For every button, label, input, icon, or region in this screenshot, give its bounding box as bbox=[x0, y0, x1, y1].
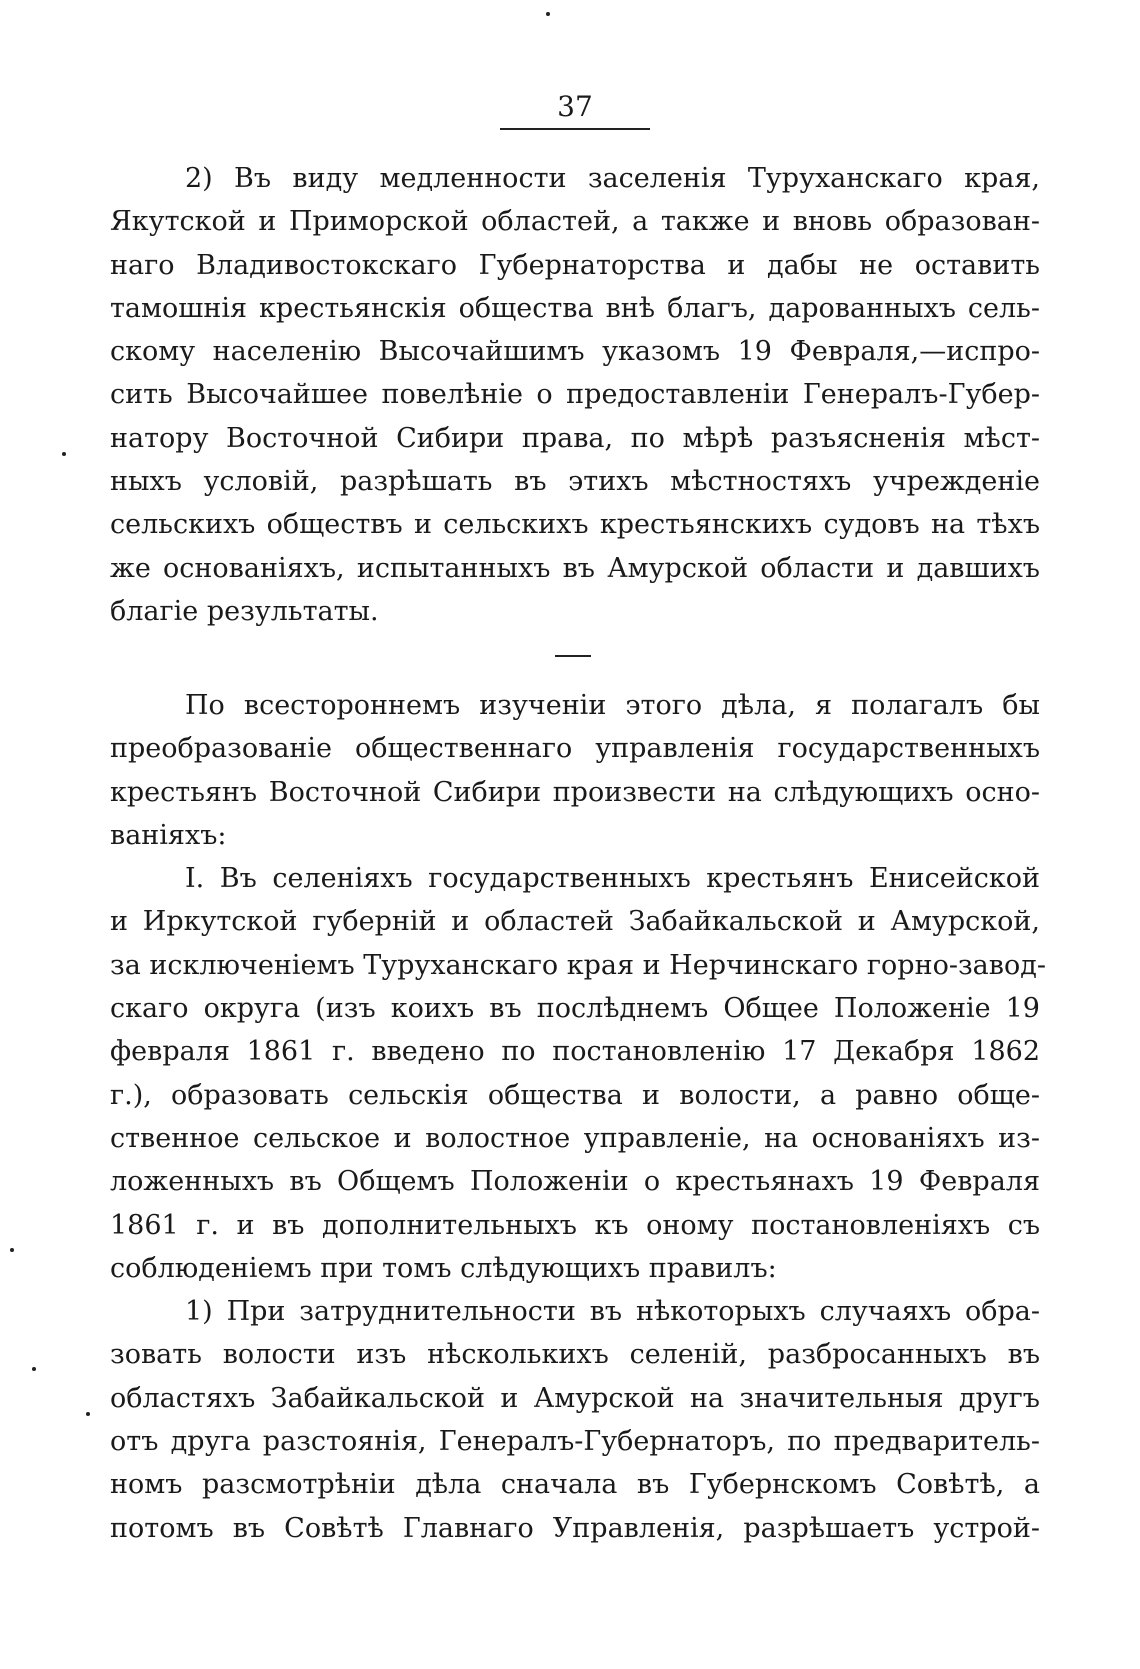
text-line: февраля 1861 г. введено по постановленію 17 Декабря 1862 bbox=[110, 1036, 1040, 1068]
text-line: крестьянъ Восточной Сибири произвести на слѣдующихъ осно- bbox=[110, 776, 1040, 808]
text-line: г.), образовать сельскія общества и волости, а равно обще- bbox=[110, 1079, 1040, 1111]
text-line: и Иркутской губерній и областей Забайкальской и Амурской, bbox=[110, 906, 1040, 938]
text-line: же основаніяхъ, испытанныхъ въ Амурской области и давшихъ bbox=[110, 552, 1040, 584]
paragraph-block-a bbox=[110, 157, 1040, 633]
page-number-rule bbox=[500, 128, 650, 130]
text-line: преобразованіе общественнаго управленія государственныхъ bbox=[110, 733, 1040, 765]
text-line: I. Въ селеніяхъ государственныхъ крестьянъ Енисейской bbox=[185, 863, 1040, 895]
text-line: ваніяхъ: bbox=[110, 819, 227, 851]
text-line: тамошнія крестьянскія общества внѣ благъ, дарованныхъ сель- bbox=[110, 292, 1040, 324]
text-line: зовать волости изъ нѣсколькихъ селеній, разбросанныхъ въ bbox=[110, 1339, 1040, 1371]
text-line: ственное сельское и волостное управленіе, на основаніяхъ из- bbox=[110, 1122, 1040, 1154]
text-line: отъ друга разстоянія, Генералъ-Губернаторъ, по предваритель- bbox=[110, 1426, 1040, 1458]
text-line: областяхъ Забайкальской и Амурской на значительныя другъ bbox=[110, 1382, 1040, 1414]
print-speck bbox=[10, 1248, 14, 1252]
text-line: Якутской и Приморской областей, а также и вновь образован- bbox=[110, 206, 1040, 238]
text-line: благіе результаты. bbox=[110, 595, 379, 627]
text-line: 1) При затруднительности въ нѣкоторыхъ случаяхъ обра- bbox=[185, 1296, 1040, 1328]
print-speck bbox=[62, 452, 66, 456]
text-line: сельскихъ обществъ и сельскихъ крестьянскихъ судовъ на тѣхъ bbox=[110, 509, 1040, 541]
page-number: 37 bbox=[557, 90, 593, 123]
text-line: потомъ въ Совѣтѣ Главнаго Управленія, разрѣшаетъ устрой- bbox=[110, 1512, 1040, 1544]
text-line: наго Владивостокскаго Губернаторства и дабы не оставить bbox=[110, 249, 1040, 281]
text-line: соблюденіемъ при томъ слѣдующихъ правилъ: bbox=[110, 1252, 777, 1284]
text-line: 1861 г. и въ дополнительныхъ къ оному постановленіяхъ съ bbox=[110, 1209, 1040, 1241]
text-line: натору Восточной Сибири права, по мѣрѣ разъясненія мѣст- bbox=[110, 422, 1040, 454]
text-line: скаго округа (изъ коихъ въ послѣднемъ Общее Положеніе 19 bbox=[110, 993, 1040, 1025]
text-line: скому населенію Высочайшимъ указомъ 19 Февраля,—испро- bbox=[110, 336, 1040, 368]
text-line: за исключеніемъ Туруханскаго края и Нерчинскаго горно-завод- bbox=[110, 949, 1046, 981]
text-line: ныхъ условій, разрѣшать въ этихъ мѣстностяхъ учрежденіе bbox=[110, 466, 1040, 498]
paragraph-block-b bbox=[110, 684, 1046, 1550]
text-line: сить Высочайшее повелѣніе о предоставленіи Генералъ-Губер- bbox=[110, 379, 1040, 411]
print-speck bbox=[546, 12, 550, 16]
section-separator bbox=[555, 655, 591, 657]
text-line: 2) Въ виду медленности заселенія Туруханскаго края, bbox=[185, 163, 1040, 194]
print-speck bbox=[86, 1412, 90, 1416]
text-line: ложенныхъ въ Общемъ Положеніи о крестьянахъ 19 Февраля bbox=[110, 1166, 1040, 1198]
text-line: номъ разсмотрѣніи дѣла сначала въ Губернскомъ Совѣтѣ, а bbox=[110, 1469, 1040, 1501]
text-line: По всестороннемъ изученіи этого дѣла, я полагалъ бы bbox=[185, 690, 1040, 721]
print-speck bbox=[32, 1367, 36, 1371]
